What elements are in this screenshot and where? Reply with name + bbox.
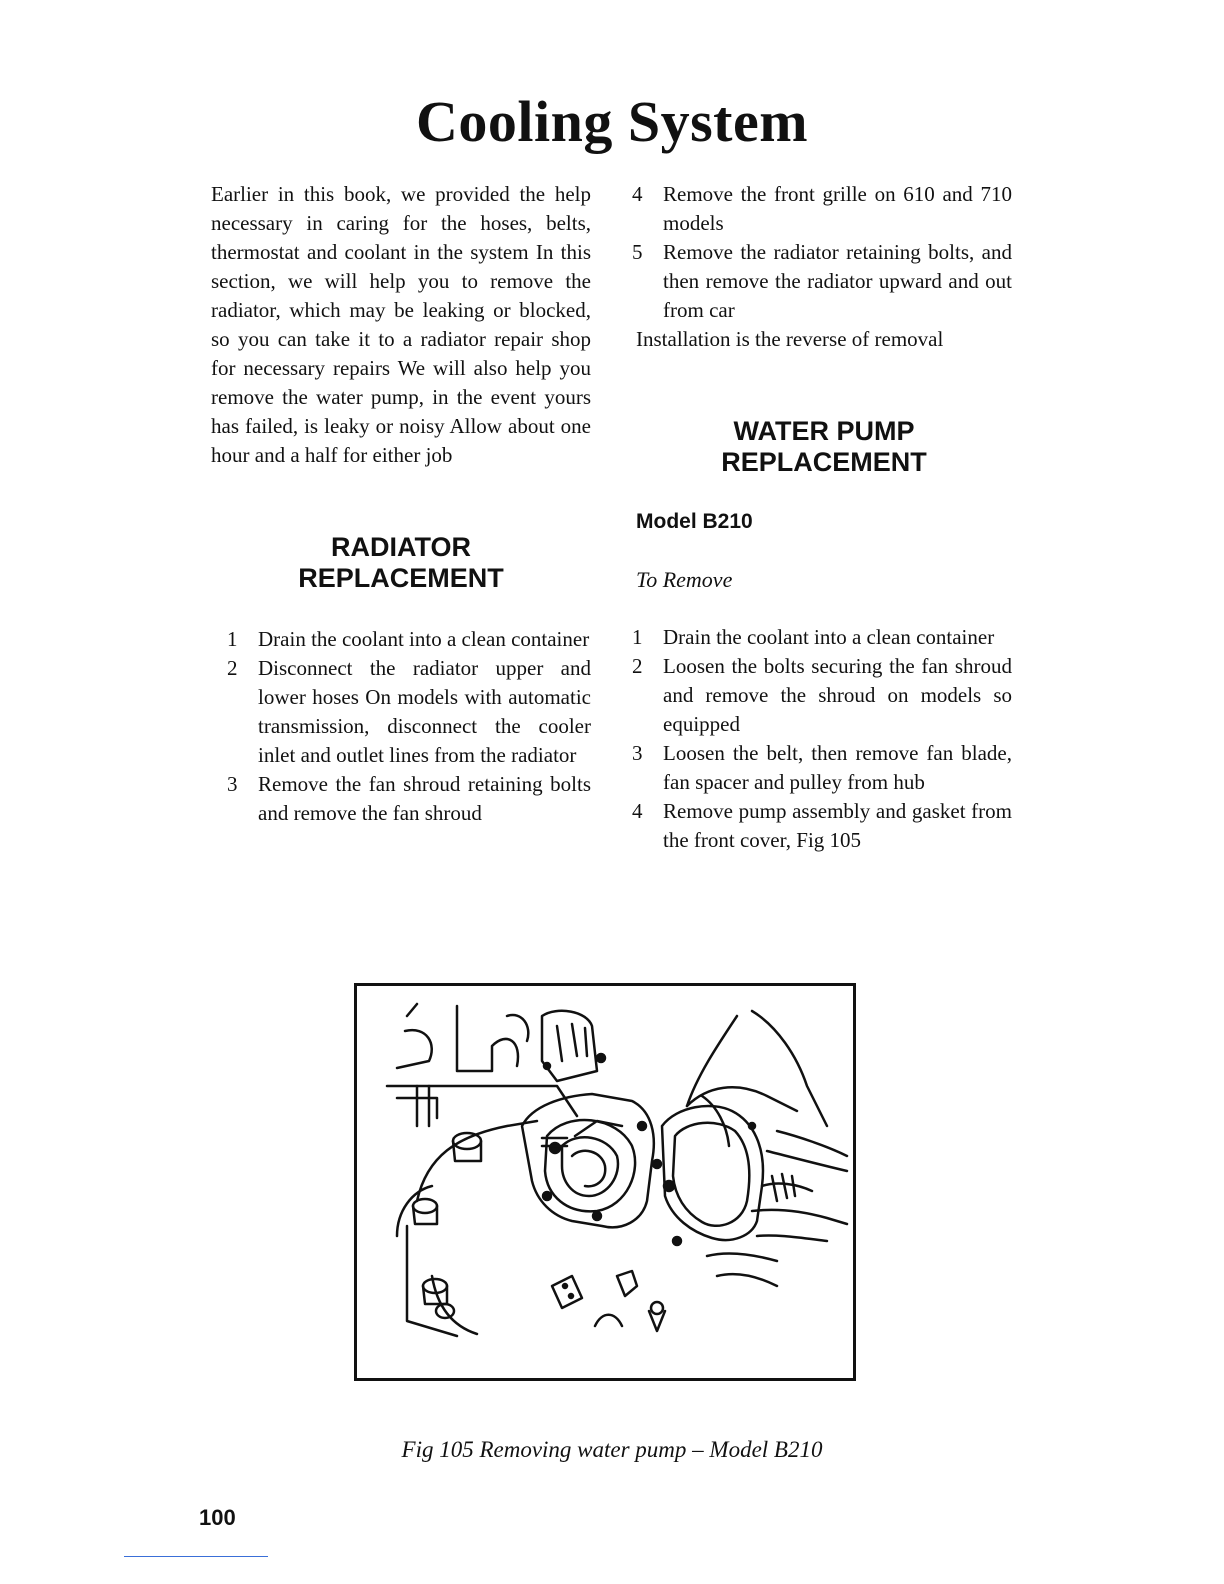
step-text: Remove the fan shroud retaining bolts and remove the fan shroud [258, 772, 591, 825]
radiator-step [211, 770, 591, 828]
water-pump-heading-line2: REPLACEMENT [721, 447, 927, 477]
radiator-heading-line2: REPLACEMENT [298, 563, 504, 593]
page-number: 100 [199, 1505, 236, 1530]
water-pump-line-drawing [357, 986, 853, 1378]
step-text: Loosen the bolts securing the fan shroud and remove the shroud on models so equipped [663, 654, 1012, 736]
step-number: 3 [227, 772, 238, 796]
water-pump-step [616, 623, 1012, 652]
water-pump-steps-list [632, 623, 1012, 855]
step-number: 1 [227, 627, 238, 651]
step-text: Drain the coolant into a clean container [258, 627, 590, 651]
radiator-heading-line1: RADIATOR [331, 532, 471, 562]
step-number: 1 [632, 625, 643, 649]
step-text: Remove the radiator retaining bolts, and then remove the radiator upward and out from car [663, 240, 1012, 322]
water-pump-heading [636, 416, 1012, 478]
water-pump-step [616, 652, 1012, 739]
step-text: Loosen the belt, then remove fan blade, fan spacer and pulley from hub [663, 741, 1012, 794]
intro-paragraph: Earlier in this book, we provided the help necessary in caring for the hoses, belts, thermostat and coolant in the system In this section, we will help you to remove the radiator, which may be leaking or blocked, so you can take it to a radiator repair shop for necessary repairs We will also help you remove the water pump, in the event yours has failed, is leaky or noisy Allow about one hour and a half for either job [211, 182, 591, 467]
figure-105-illustration [354, 983, 856, 1381]
water-pump-step [616, 739, 1012, 797]
figure-caption: Fig 105 Removing water pump – Model B210 [401, 1437, 823, 1462]
radiator-steps-continued [632, 180, 1012, 325]
step-number: 4 [632, 799, 643, 823]
step-number: 2 [227, 656, 238, 680]
radiator-heading [211, 532, 591, 594]
model-subheading: Model B210 [636, 510, 753, 533]
step-text: Remove pump assembly and gasket from the front cover, Fig 105 [663, 799, 1012, 852]
radiator-step [616, 180, 1012, 238]
radiator-step [616, 238, 1012, 325]
step-text: Drain the coolant into a clean container [663, 625, 995, 649]
bottom-divider [124, 1556, 268, 1557]
step-number: 5 [632, 240, 643, 264]
to-remove-subheading: To Remove [636, 567, 733, 592]
water-pump-heading-line1: WATER PUMP [733, 416, 915, 446]
right-column [632, 180, 1012, 855]
radiator-step [211, 654, 591, 770]
step-text: Remove the front grille on 610 and 710 models [663, 182, 1012, 235]
installation-note: Installation is the reverse of removal [636, 327, 944, 351]
page-title: Cooling System [415, 89, 809, 154]
left-column [211, 180, 591, 828]
radiator-step [211, 625, 591, 654]
step-text: Disconnect the radiator upper and lower hoses On models with automatic transmission, disconnect the cooler inlet and outlet lines from the radiator [258, 656, 591, 767]
step-number: 3 [632, 741, 643, 765]
radiator-steps-list [211, 625, 591, 828]
step-number: 2 [632, 654, 643, 678]
step-number: 4 [632, 182, 643, 206]
water-pump-step [616, 797, 1012, 855]
